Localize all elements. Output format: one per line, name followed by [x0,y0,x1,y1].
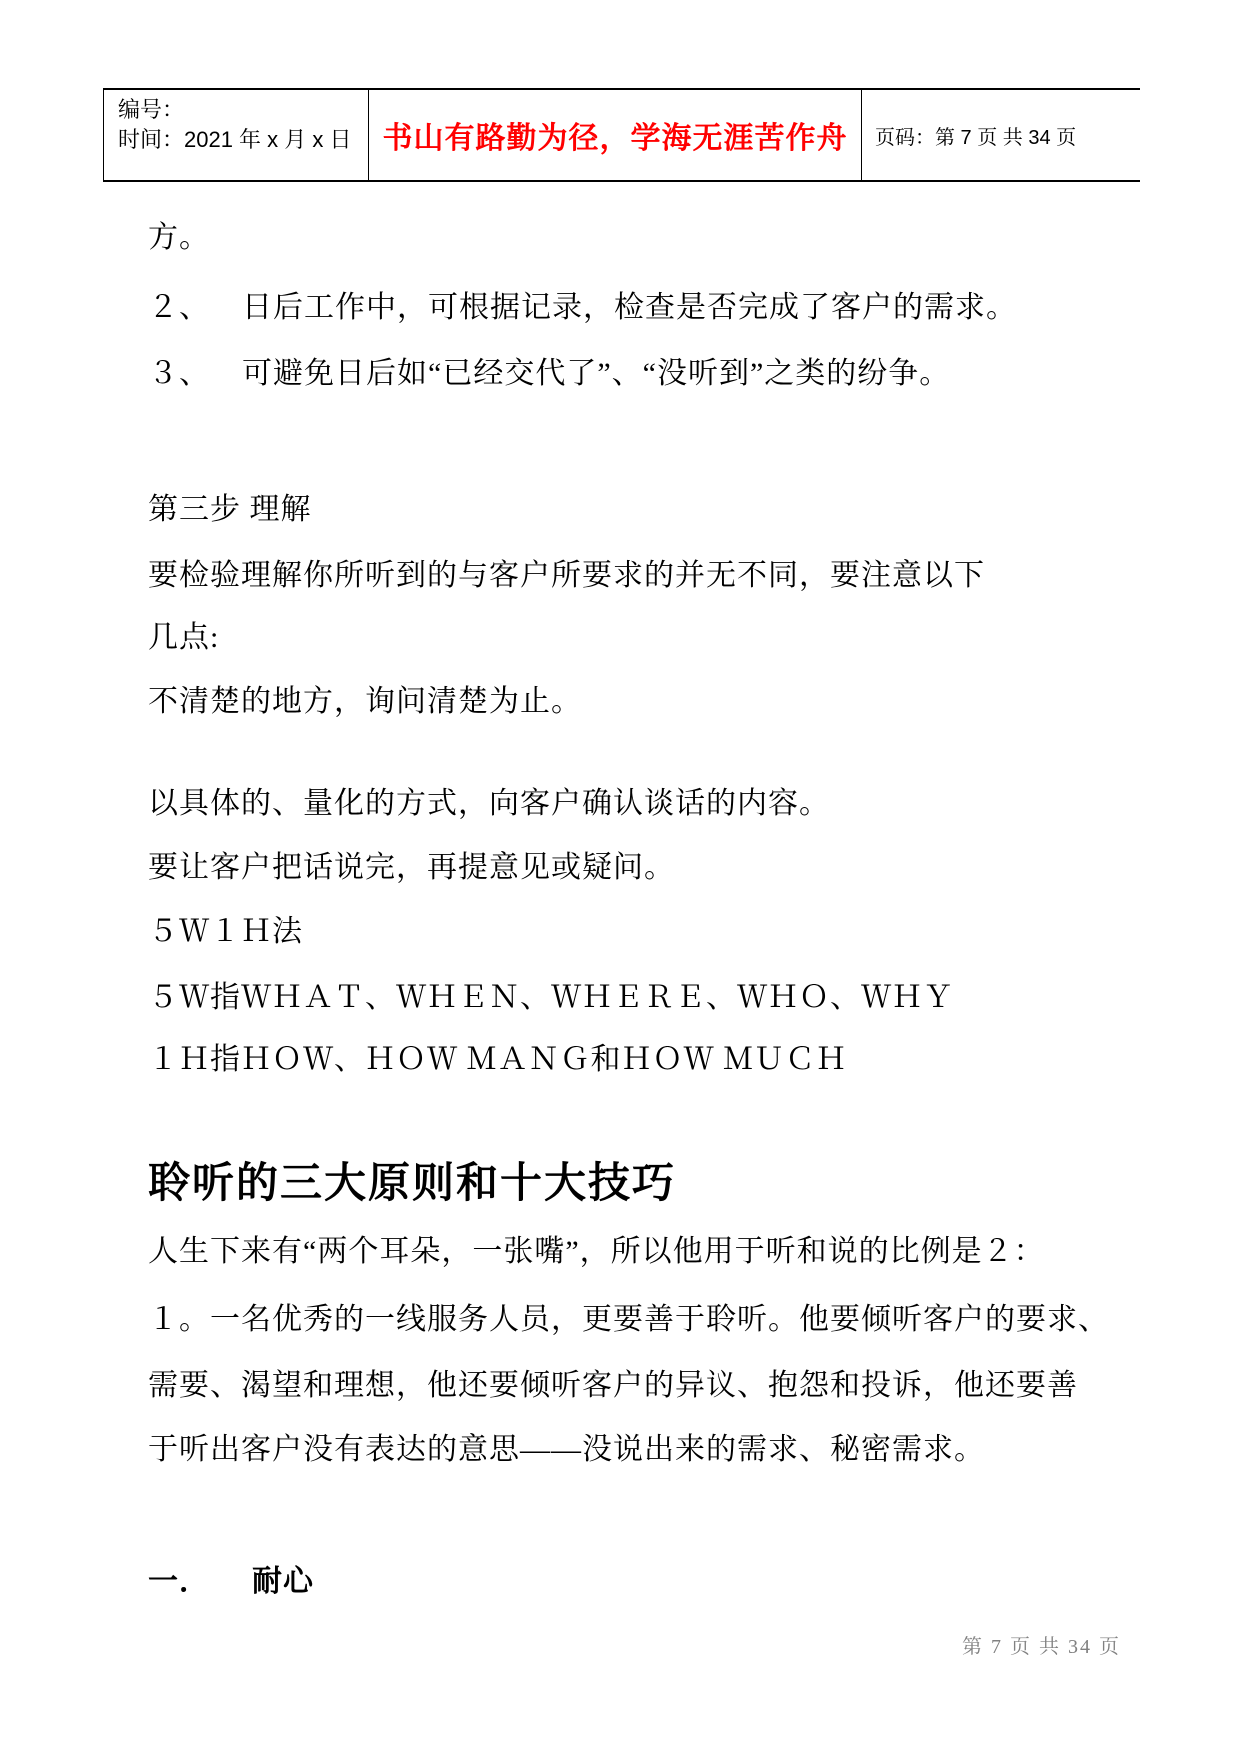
body-line-13: 人生下来有“两个耳朵，一张嘴”，所以他用于听和说的比例是２： [148,1235,1045,1268]
doc-time-label: 时间：2021 年 x 月 x 日 [118,127,352,152]
header-left-cell [104,90,369,180]
list-number: ３、 [148,357,210,390]
body-line-11: １Ｈ指ＨＯＷ、ＨＯＷ ＭＡＮＧ和ＨＯＷ ＭＵＣＨ [148,1043,847,1076]
list-text: 日后工作中，可根据记录，检查是否完成了客户的需求。 [242,291,1017,324]
header-slogan-cell [369,90,862,180]
body-line-16: 于听出客户没有表达的意思——没说出来的需求、秘密需求。 [148,1433,985,1466]
footer-page-info: 第 7 页 共 34 页 [962,1636,1121,1658]
list-text: 耐心 [252,1565,314,1598]
header-slogan: 书山有路勤为径，学海无涯苦作舟 [382,122,848,155]
body-line-9: ５Ｗ１Ｈ法 [148,915,303,948]
body-line-0: 方。 [148,221,210,254]
body-line-2 [148,354,950,394]
header-page-cell [862,90,1140,180]
body-line-8: 要让客户把话说完，再提意见或疑问。 [148,851,675,884]
header-page-label: 页码：第 7 页 共 34 页 [875,126,1077,149]
section-heading: 聆听的三大原则和十大技巧 [148,1161,677,1207]
list-number: ２、 [148,291,210,324]
header-table [103,88,1140,182]
body-line-7: 以具体的、量化的方式，向客户确认谈话的内容。 [148,787,830,820]
doc-number-label: 编号： [118,97,185,122]
body-line-4: 要检验理解你所听到的与客户所要求的并无不同，要注意以下 [148,559,985,592]
list-number: 一． [148,1565,210,1598]
body-line-15: 需要、渴望和理想，他还要倾听客户的异议、抱怨和投诉，他还要善 [148,1369,1078,1402]
body-line-6: 不清楚的地方，询问清楚为止。 [148,685,582,718]
subsection-heading [148,1562,314,1602]
body-line-14: １。一名优秀的一线服务人员，更要善于聆听。他要倾听客户的要求、 [148,1303,1109,1336]
body-line-5: 几点: [148,621,220,654]
body-line-1 [148,288,1017,328]
list-text: 可避免日后如“已经交代了”、“没听到”之类的纷争。 [242,357,951,390]
body-line-10: ５Ｗ指ＷＨＡＴ、ＷＨＥＮ、ＷＨＥＲＥ、ＷＨＯ、ＷＨＹ [148,981,954,1014]
body-line-3: 第三步 理解 [148,493,312,526]
